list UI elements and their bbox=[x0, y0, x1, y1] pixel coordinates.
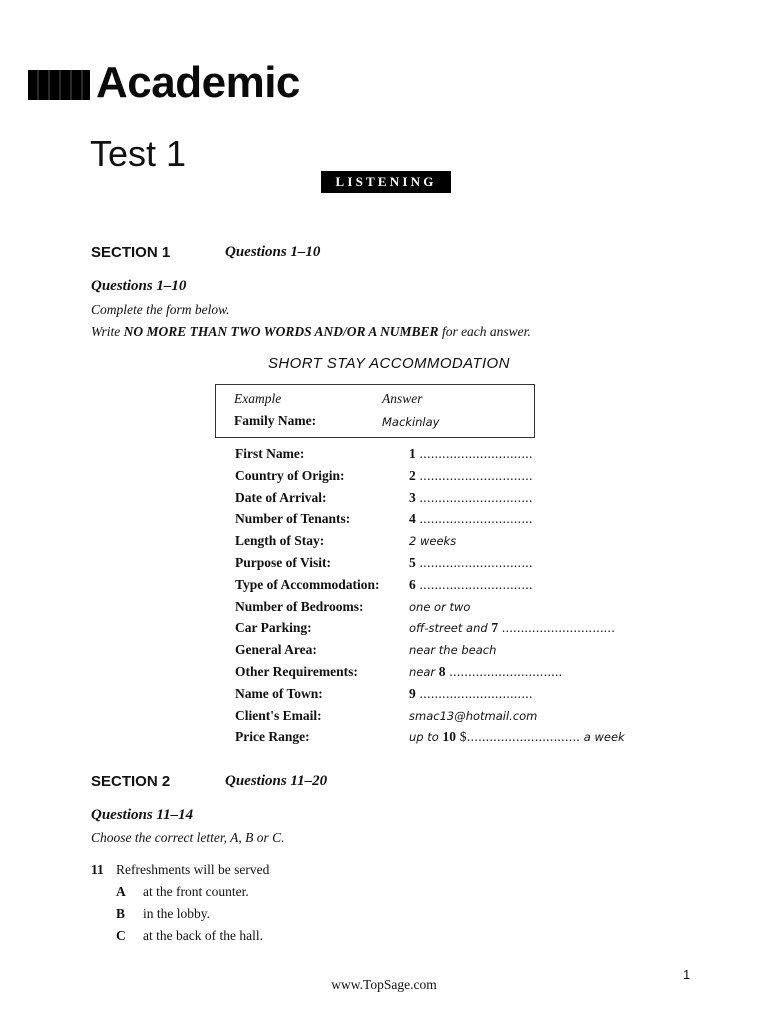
option-letter: C bbox=[116, 928, 126, 943]
form-field-answer bbox=[409, 664, 563, 680]
answer-pre: up to bbox=[409, 730, 443, 745]
option-text: in the lobby. bbox=[143, 906, 210, 921]
form-field-label: Other Requirements: bbox=[235, 664, 358, 679]
answer-dots: .............................. bbox=[415, 685, 533, 701]
section2-instruction: Choose the correct letter, A, B or C. bbox=[91, 830, 285, 845]
answer-dots: .............................. bbox=[415, 511, 533, 527]
answer-num: 8 bbox=[438, 664, 446, 679]
answer-pre: off-street and bbox=[409, 621, 492, 636]
section2-subhead: Questions 11–14 bbox=[91, 807, 194, 823]
page-number: 1 bbox=[683, 967, 691, 982]
form-field-answer bbox=[409, 729, 625, 745]
answer-num: 4 bbox=[409, 511, 416, 527]
form-field-answer bbox=[409, 468, 533, 484]
answer-pre: one or two bbox=[409, 599, 471, 614]
answer-post: a week bbox=[580, 730, 625, 745]
form-field-label: Name of Town: bbox=[235, 685, 323, 701]
answer-pre: near bbox=[409, 665, 439, 679]
form-field-label: Country of Origin: bbox=[235, 467, 345, 483]
section1-questions: Questions 1–10 bbox=[225, 244, 321, 260]
answer-dots: $.............................. bbox=[455, 729, 581, 745]
answer-dots: .............................. bbox=[415, 489, 533, 505]
form-field-label: Length of Stay: bbox=[235, 533, 325, 549]
form-field-answer bbox=[409, 708, 537, 724]
form-field-answer bbox=[409, 577, 533, 593]
option-letter: A bbox=[116, 884, 126, 899]
answer-dots: .............................. bbox=[415, 576, 533, 592]
answer-dots: .............................. bbox=[498, 620, 616, 636]
answer-num: 2 bbox=[409, 467, 416, 483]
answer-num: 1 bbox=[409, 446, 416, 461]
form-field-label: Date of Arrival: bbox=[235, 489, 327, 505]
page-title: Academic bbox=[96, 58, 300, 107]
listening-banner: LISTENING bbox=[321, 171, 451, 193]
form-field-label: Client's Email: bbox=[235, 707, 322, 723]
example-box bbox=[215, 384, 535, 438]
logo-block bbox=[28, 70, 90, 100]
form-field-label: Type of Accommodation: bbox=[235, 576, 380, 592]
answer-pre: near the beach bbox=[409, 643, 497, 658]
section1-subhead: Questions 1–10 bbox=[91, 278, 187, 294]
section2-label: SECTION 2 bbox=[91, 773, 171, 790]
answer-label: Answer bbox=[382, 391, 423, 406]
form-field-answer bbox=[409, 620, 615, 636]
form-field-answer bbox=[409, 555, 533, 571]
option-text: at the back of the hall. bbox=[143, 928, 263, 943]
section1-label: SECTION 1 bbox=[91, 244, 171, 261]
answer-num: 7 bbox=[491, 620, 499, 636]
answer-num: 5 bbox=[409, 555, 416, 570]
form-field-label: Car Parking: bbox=[235, 620, 312, 636]
question-text: Refreshments will be served bbox=[116, 862, 270, 877]
section1-instruction-1: Complete the form below. bbox=[91, 302, 230, 317]
form-field-answer bbox=[409, 490, 533, 506]
section1-instruction-2: Write NO MORE THAN TWO WORDS AND/OR A NUMBER for each answer. bbox=[91, 324, 531, 339]
answer-pre: 2 weeks bbox=[409, 534, 457, 549]
form-field-answer bbox=[409, 599, 470, 615]
answer-dots: .............................. bbox=[415, 467, 533, 483]
option-letter: B bbox=[116, 906, 126, 921]
option-text: at the front counter. bbox=[143, 884, 249, 899]
form-field-label: Price Range: bbox=[235, 729, 310, 745]
test-title: Test 1 bbox=[90, 133, 187, 174]
example-label: Example bbox=[234, 391, 282, 406]
form-field-answer bbox=[409, 511, 533, 527]
form-field-label: General Area: bbox=[235, 642, 317, 658]
form-field-answer bbox=[409, 642, 496, 658]
form-field-answer bbox=[409, 446, 533, 462]
example-value: Mackinlay bbox=[382, 415, 440, 429]
footer-website: www.TopSage.com bbox=[331, 977, 437, 992]
form-field-label: First Name: bbox=[235, 446, 305, 461]
example-field: Family Name: bbox=[234, 413, 317, 428]
answer-dots: .............................. bbox=[415, 446, 533, 461]
answer-num: 9 bbox=[409, 685, 416, 701]
answer-num: 3 bbox=[409, 489, 416, 505]
answer-pre: smac13@hotmail.com bbox=[409, 708, 538, 723]
answer-num: 10 bbox=[442, 729, 456, 745]
answer-dots: .............................. bbox=[415, 555, 533, 570]
answer-dots: .............................. bbox=[445, 664, 563, 679]
section2-questions: Questions 11–20 bbox=[225, 773, 328, 789]
form-field-answer bbox=[409, 686, 533, 702]
form-title: SHORT STAY ACCOMMODATION bbox=[268, 355, 510, 372]
form-field-label: Purpose of Visit: bbox=[235, 555, 331, 570]
form-field-answer bbox=[409, 533, 456, 549]
form-field-label: Number of Bedrooms: bbox=[235, 598, 364, 614]
question-number: 11 bbox=[91, 862, 104, 877]
answer-num: 6 bbox=[409, 576, 416, 592]
form-field-label: Number of Tenants: bbox=[235, 511, 351, 527]
